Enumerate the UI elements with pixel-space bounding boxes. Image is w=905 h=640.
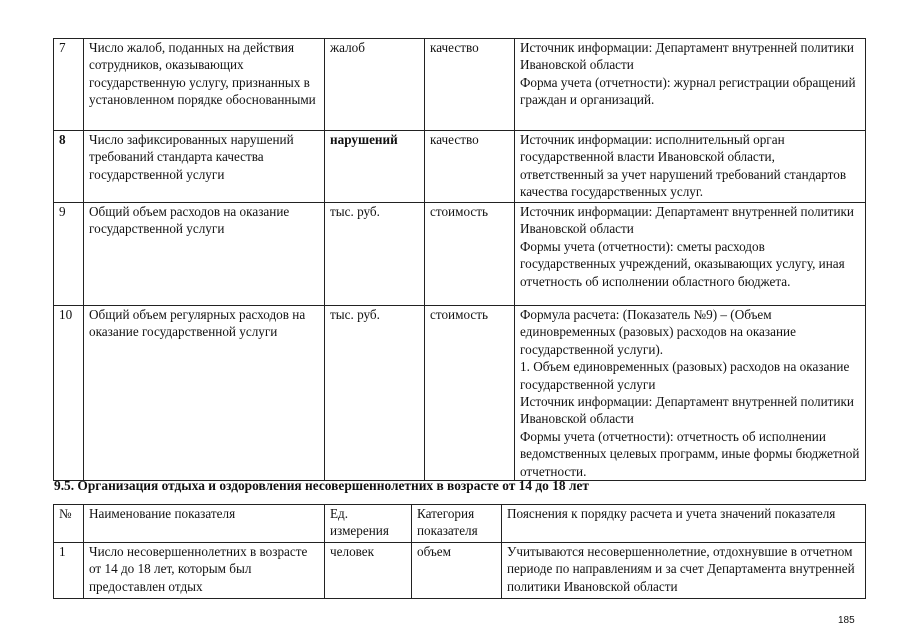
note-line: Формы учета (отчетности): отчетность об исполнении ведомственных целевых программ, иные формы бюджетной отчетности. xyxy=(520,428,860,479)
calculation-notes xyxy=(515,131,866,203)
note-line: Источник информации: Департамент внутренней политики Ивановской области xyxy=(520,204,854,237)
note-line: Форма учета (отчетности): журнал регистрации обращений граждан и организаций. xyxy=(520,74,856,108)
indicator-category: стоимость xyxy=(425,306,515,481)
note-line: Источник информации: исполнительный орган государственной власти Ивановской области, ответственный за учет нарушений требований стандартов качества государственных услуг. xyxy=(520,132,847,200)
row-number: 7 xyxy=(54,39,84,131)
indicator-name: Общий объем регулярных расходов на оказание государственной услуги xyxy=(84,306,325,481)
column-header-unit: Ед. измерения xyxy=(325,505,412,543)
table-row xyxy=(54,131,866,203)
section-heading: 9.5. Организация отдыха и оздоровления несовершеннолетних в возрасте от 14 до 18 лет xyxy=(54,478,589,493)
indicator-category: объем xyxy=(412,543,502,599)
note-line: Формы учета (отчетности): сметы расходов государственных учреждений, оказывающих услугу, иная отчетность об исполнении областного бюджета. xyxy=(520,238,845,289)
calculation-notes xyxy=(515,39,866,131)
leisure-indicators-table xyxy=(53,504,866,599)
indicator-category: стоимость xyxy=(425,203,515,306)
unit-of-measure: тыс. руб. xyxy=(325,306,425,481)
table-row xyxy=(54,203,866,306)
indicators-table-continued xyxy=(53,38,866,481)
unit-of-measure: тыс. руб. xyxy=(325,203,425,306)
calculation-notes xyxy=(515,306,866,481)
row-number: 1 xyxy=(54,543,84,599)
row-number: 8 xyxy=(54,131,84,203)
indicator-name: Число зафиксированных нарушений требований стандарта качества государственной услуги xyxy=(84,131,325,203)
table-row xyxy=(54,306,866,481)
table-row xyxy=(54,39,866,131)
column-header-category: Категория показателя xyxy=(412,505,502,543)
indicator-category: качество xyxy=(425,39,515,131)
note-line: Источник информации: Департамент внутренней политики Ивановской области xyxy=(520,40,854,73)
unit-of-measure: жалоб xyxy=(325,39,425,131)
unit-of-measure: человек xyxy=(325,543,412,599)
page-number: 185 xyxy=(838,615,855,626)
calculation-notes: Учитываются несовершеннолетние, отдохнувшие в отчетном периоде по направлениям и за счет Департамента внутренней политики Ивановской области xyxy=(502,543,866,599)
column-header-notes: Пояснения к порядку расчета и учета значений показателя xyxy=(502,505,866,543)
row-number: 9 xyxy=(54,203,84,306)
row-number: 10 xyxy=(54,306,84,481)
indicator-name: Число жалоб, поданных на действия сотрудников, оказывающих государственную услугу, признанных в установленном порядке обоснованными xyxy=(84,39,325,131)
note-line: 1. Объем единовременных (разовых) расходов на оказание государственной услуги xyxy=(520,359,850,392)
calculation-notes xyxy=(515,203,866,306)
header-row xyxy=(54,505,866,543)
table-row xyxy=(54,543,866,599)
indicator-name: Общий объем расходов на оказание государственной услуги xyxy=(84,203,325,306)
unit-of-measure: нарушений xyxy=(325,131,425,203)
indicator-name: Число несовершеннолетних в возрасте от 14 до 18 лет, которым был предоставлен отдых xyxy=(84,543,325,599)
note-line: Источник информации: Департамент внутренней политики Ивановской области xyxy=(520,394,854,427)
indicator-category: качество xyxy=(425,131,515,203)
column-header-number: № xyxy=(54,505,84,543)
column-header-name: Наименование показателя xyxy=(84,505,325,543)
note-line: Формула расчета: (Показатель №9) – (Объем единовременных (разовых) расходов на оказание государственной услуги). xyxy=(520,307,796,357)
